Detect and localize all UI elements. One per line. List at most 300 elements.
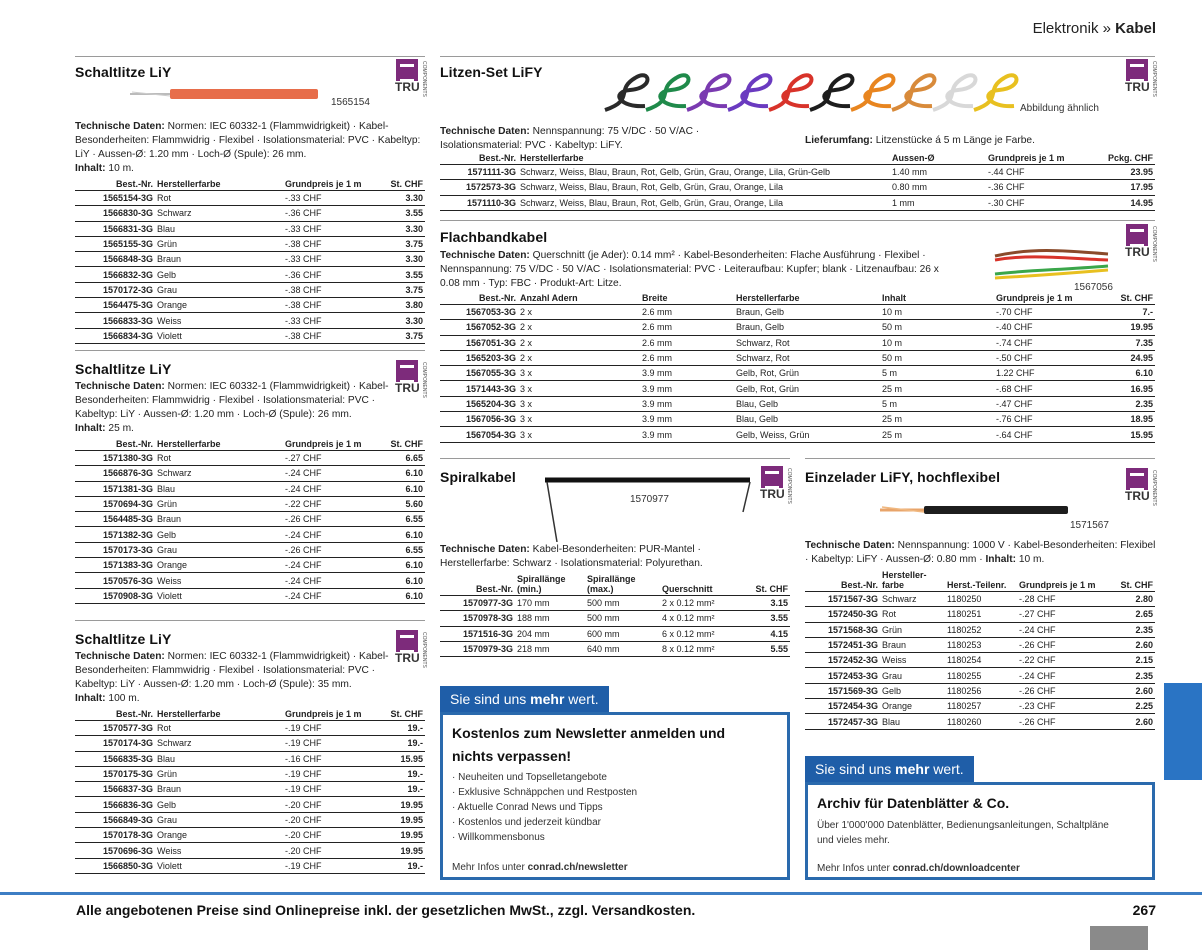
table-cell: Schwarz, Weiss, Blau, Braun, Rot, Gelb, Grün, Grau, Orange, Lila, Grün-Gelb bbox=[518, 165, 890, 180]
tru-logo-sub: COMPONENTS bbox=[421, 61, 427, 97]
order-number[interactable]: 1566837-3G bbox=[75, 782, 155, 797]
order-number[interactable]: 1572453-3G bbox=[805, 668, 880, 683]
order-number[interactable]: 1570173-3G bbox=[75, 542, 155, 557]
order-number[interactable]: 1572573-3G bbox=[440, 180, 518, 195]
table-cell: 3.9 mm bbox=[640, 412, 734, 427]
table-cell: -.27 CHF bbox=[1017, 607, 1107, 622]
table-cell: -.44 CHF bbox=[986, 165, 1098, 180]
order-number[interactable]: 1570979-3G bbox=[440, 641, 515, 656]
table-cell: 6.10 bbox=[383, 588, 425, 603]
table-row bbox=[75, 481, 425, 496]
table-cell: 2.35 bbox=[1107, 668, 1155, 683]
table-cell: Braun, Gelb bbox=[734, 305, 880, 320]
order-number[interactable]: 1564475-3G bbox=[75, 298, 155, 313]
list-item: · Willkommensbonus bbox=[452, 832, 545, 843]
image-number: 1565154 bbox=[331, 97, 370, 108]
tru-logo-text: TRU bbox=[395, 651, 420, 665]
table-row bbox=[75, 812, 425, 827]
table-cell: 2.6 mm bbox=[640, 335, 734, 350]
order-number[interactable]: 1570175-3G bbox=[75, 766, 155, 781]
order-number[interactable]: 1565203-3G bbox=[440, 350, 518, 365]
table-cell: 3.30 bbox=[383, 221, 425, 236]
table-cell: 19.95 bbox=[383, 812, 425, 827]
tru-logo-text: TRU bbox=[1125, 245, 1150, 259]
table-row bbox=[75, 282, 425, 297]
wire-loop bbox=[605, 75, 648, 110]
order-number[interactable]: 1566848-3G bbox=[75, 252, 155, 267]
table-cell: 500 mm bbox=[585, 596, 660, 611]
order-number[interactable]: 1572450-3G bbox=[805, 607, 880, 622]
downloadcenter-link[interactable]: conrad.ch/downloadcenter bbox=[892, 863, 1020, 874]
table-row bbox=[805, 683, 1155, 698]
table-cell: -.27 CHF bbox=[283, 451, 383, 466]
table-cell: -.19 CHF bbox=[283, 721, 383, 736]
table-cell: 2.15 bbox=[1107, 653, 1155, 668]
table-cell: 19.95 bbox=[1108, 320, 1155, 335]
tru-components-logo bbox=[758, 466, 792, 502]
order-number[interactable]: 1567054-3G bbox=[440, 427, 518, 442]
breadcrumb-current: Kabel bbox=[1115, 20, 1156, 37]
table-cell: 3 x bbox=[518, 412, 640, 427]
table-row bbox=[75, 558, 425, 573]
table-cell: 4 x 0.12 mm² bbox=[660, 611, 745, 626]
table-cell: 188 mm bbox=[515, 611, 585, 626]
table-cell: -.74 CHF bbox=[994, 335, 1108, 350]
table-cell: 3.15 bbox=[745, 596, 790, 611]
table-cell: Braun, Gelb bbox=[734, 320, 880, 335]
tru-logo-text: TRU bbox=[395, 381, 420, 395]
table-cell: 19.- bbox=[383, 782, 425, 797]
section-title: Einzelader LiFY, hochflexibel bbox=[805, 469, 1001, 485]
wire-loops-image bbox=[595, 60, 1035, 116]
table-row bbox=[75, 267, 425, 282]
table-cell: 170 mm bbox=[515, 596, 585, 611]
order-number[interactable]: 1567056-3G bbox=[440, 412, 518, 427]
table-cell: 3.9 mm bbox=[640, 381, 734, 396]
table-cell: 3 x bbox=[518, 381, 640, 396]
order-number[interactable]: 1567053-3G bbox=[440, 305, 518, 320]
table-cell: Schwarz, Weiss, Blau, Braun, Rot, Gelb, Grün, Grau, Orange, Lila bbox=[518, 180, 890, 195]
table-cell: 25 m bbox=[880, 427, 994, 442]
table-cell: -.76 CHF bbox=[994, 412, 1108, 427]
order-number[interactable]: 1571381-3G bbox=[75, 481, 155, 496]
table-row bbox=[75, 843, 425, 858]
table-cell: 8 x 0.12 mm² bbox=[660, 641, 745, 656]
section-title: Litzen-Set LiFY bbox=[440, 64, 543, 80]
order-number[interactable]: 1567055-3G bbox=[440, 366, 518, 381]
table-cell: Grün bbox=[880, 622, 945, 637]
tru-logo-sub: COMPONENTS bbox=[1151, 61, 1157, 97]
table-cell: 1180250 bbox=[945, 592, 1017, 607]
section-schaltlitze-100m bbox=[75, 620, 425, 874]
table-cell: Grau bbox=[155, 542, 283, 557]
table-row bbox=[805, 653, 1155, 668]
order-number[interactable]: 1566831-3G bbox=[75, 221, 155, 236]
table-cell: 6.10 bbox=[383, 527, 425, 542]
table-cell: 7.- bbox=[1108, 305, 1155, 320]
list-item: · Exklusive Schnäppchen und Restposten bbox=[452, 787, 638, 798]
order-number[interactable]: 1566836-3G bbox=[75, 797, 155, 812]
table-cell: Gelb, Rot, Grün bbox=[734, 366, 880, 381]
order-number[interactable]: 1564485-3G bbox=[75, 512, 155, 527]
table-cell: 2 x 0.12 mm² bbox=[660, 596, 745, 611]
order-number[interactable]: 1571569-3G bbox=[805, 683, 880, 698]
newsletter-promo-box[interactable] bbox=[440, 712, 790, 880]
image-number: 1567056 bbox=[1074, 282, 1113, 293]
table-cell: 1180256 bbox=[945, 683, 1017, 698]
table-cell: -.64 CHF bbox=[994, 427, 1108, 442]
table-row bbox=[75, 573, 425, 588]
table-row bbox=[440, 412, 1155, 427]
table-cell: 6.10 bbox=[383, 558, 425, 573]
table-row bbox=[805, 592, 1155, 607]
table-cell: 2 x bbox=[518, 305, 640, 320]
table-cell: 50 m bbox=[880, 320, 994, 335]
table-cell: 2.80 bbox=[1107, 592, 1155, 607]
section-title: Flachbandkabel bbox=[440, 229, 548, 245]
table-cell: 1180252 bbox=[945, 622, 1017, 637]
table-cell: 3.30 bbox=[383, 191, 425, 206]
table-cell: -.24 CHF bbox=[283, 527, 383, 542]
order-number[interactable]: 1566876-3G bbox=[75, 466, 155, 481]
order-number[interactable]: 1566850-3G bbox=[75, 858, 155, 873]
table-row bbox=[75, 542, 425, 557]
tech-data: Technische Daten: Kabel-Besonderheiten: PUR-Mantel · Herstellerfarbe: Schwarz · Isolationsmaterial: Polyurethan. bbox=[440, 544, 703, 569]
table-row bbox=[75, 328, 425, 343]
list-item: · Kostenlos und jederzeit kündbar bbox=[452, 817, 601, 828]
table-row bbox=[805, 637, 1155, 652]
promo-tab-newsletter: Sie sind uns mehr wert. bbox=[440, 686, 609, 712]
tru-logo-text: TRU bbox=[395, 80, 420, 94]
table-cell: 3.75 bbox=[383, 282, 425, 297]
tru-logo-sub: COMPONENTS bbox=[421, 632, 427, 668]
table-cell: Blau bbox=[155, 751, 283, 766]
order-number[interactable]: 1570694-3G bbox=[75, 496, 155, 511]
newsletter-benefits-list bbox=[452, 770, 637, 845]
product-table: Best.-Nr. Anzahl Adern Breite Herstellerfarbe Inhalt Grundpreis je 1 m St. CHF 1567053-3G 2 x 2.6 mm Braun, Gelb 10 m -.70 CHF 7.- 1567052-3G 2 x 2.6 mm Braun, Gelb 50 m -.40 CHF 19.95 1567051-3G 2 x 2.6 mm Schwarz, Rot 10 m -.74 CHF 7.35 1565203-3G 2 x 2.6 mm Schwarz, Rot 50 m -.50 CHF 24.95 1567055-3G 3 x 3.9 mm Gelb, Rot, Grün 5 m 1.22 CHF 6.10 1571443-3G 3 x 3.9 mm Gelb, Rot, Grün 25 m -.68 CHF 16.95 1565204-3G 3 x 3.9 mm Blau, Gelb 5 m -.47 CHF 2.35 1567056-3G 3 x 3.9 mm Blau, Gelb 25 m -.76 CHF 18.95 1567054-3G 3 x 3.9 mm Gelb, Weiss, Grün 25 m -.64 CHF 15.95 bbox=[440, 293, 1155, 443]
table-cell: 6.65 bbox=[383, 451, 425, 466]
table-cell: 3.75 bbox=[383, 236, 425, 251]
table-cell: Orange bbox=[155, 828, 283, 843]
table-cell: -.70 CHF bbox=[994, 305, 1108, 320]
table-cell: 18.95 bbox=[1108, 412, 1155, 427]
table-cell: -.19 CHF bbox=[283, 766, 383, 781]
order-number[interactable]: 1572454-3G bbox=[805, 699, 880, 714]
table-row bbox=[75, 496, 425, 511]
order-number[interactable]: 1567052-3G bbox=[440, 320, 518, 335]
table-cell: Blau bbox=[880, 714, 945, 729]
table-cell: 4.15 bbox=[745, 626, 790, 641]
table-cell: Grün bbox=[155, 766, 283, 781]
table-cell: 6 x 0.12 mm² bbox=[660, 626, 745, 641]
order-number[interactable]: 1570174-3G bbox=[75, 736, 155, 751]
table-row bbox=[440, 381, 1155, 396]
table-cell: -.47 CHF bbox=[994, 396, 1108, 411]
order-number[interactable]: 1570978-3G bbox=[440, 611, 515, 626]
table-cell: Gelb bbox=[155, 797, 283, 812]
order-number[interactable]: 1570908-3G bbox=[75, 588, 155, 603]
table-cell: Grau bbox=[155, 282, 283, 297]
table-cell: Blau bbox=[155, 481, 283, 496]
order-number[interactable]: 1567051-3G bbox=[440, 335, 518, 350]
table-cell: Weiss bbox=[155, 573, 283, 588]
tech-data: Technische Daten: Querschnitt (je Ader): 0.14 mm² · Kabel-Besonderheiten: Flache Ausführung · Flexibel · Nennspannung: 75 V/DC · 50 V/AC · Isolationsmaterial: PVC · Leiteraufbau: Kupfer; blank · Litzenaufbau: 26 x 0.08 mm · Typ: FBC · Produkt-Art: Litze. bbox=[440, 250, 939, 289]
table-cell: 17.95 bbox=[1098, 180, 1155, 195]
wire-loop bbox=[933, 75, 976, 110]
order-number[interactable]: 1571568-3G bbox=[805, 622, 880, 637]
order-number[interactable]: 1570172-3G bbox=[75, 282, 155, 297]
table-row bbox=[440, 396, 1155, 411]
table-cell: 1180254 bbox=[945, 653, 1017, 668]
order-number[interactable]: 1570577-3G bbox=[75, 721, 155, 736]
newsletter-link[interactable]: conrad.ch/newsletter bbox=[527, 862, 628, 873]
order-number[interactable]: 1566832-3G bbox=[75, 267, 155, 282]
table-cell: 2 x bbox=[518, 320, 640, 335]
table-cell: -.24 CHF bbox=[283, 573, 383, 588]
table-cell: 19.- bbox=[383, 858, 425, 873]
table-row bbox=[440, 335, 1155, 350]
downloadcenter-promo-box[interactable] bbox=[805, 782, 1155, 880]
table-cell: 1180257 bbox=[945, 699, 1017, 714]
tru-components-logo bbox=[393, 360, 427, 396]
breadcrumb-category[interactable]: Elektronik bbox=[1032, 20, 1099, 37]
table-cell: Orange bbox=[880, 699, 945, 714]
table-cell: 3.55 bbox=[383, 267, 425, 282]
table-row bbox=[805, 714, 1155, 729]
table-cell: 19.- bbox=[383, 766, 425, 781]
table-cell: 19.95 bbox=[383, 797, 425, 812]
image-number: 1571567 bbox=[1070, 520, 1109, 531]
order-number[interactable]: 1565204-3G bbox=[440, 396, 518, 411]
order-number[interactable]: 1566849-3G bbox=[75, 812, 155, 827]
section-title: Schaltlitze LiY bbox=[75, 361, 172, 377]
table-cell: 6.10 bbox=[383, 573, 425, 588]
tech-data: Technische Daten: Normen: IEC 60332-1 (Flammwidrigkeit) · Kabel-Besonderheiten: Flammwidrig · Flexibel · Isolationsmaterial: PVC · Kabeltyp: LiY · Aussen-Ø: 1.20 mm · Loch-Ø (Spule): 26 mm. Inhalt: 25 m. bbox=[75, 381, 389, 434]
table-row bbox=[75, 828, 425, 843]
table-cell: Gelb bbox=[880, 683, 945, 698]
table-cell: -.38 CHF bbox=[283, 282, 383, 297]
table-cell: 3.80 bbox=[383, 298, 425, 313]
table-cell: Gelb bbox=[155, 267, 283, 282]
table-cell: Weiss bbox=[155, 843, 283, 858]
breadcrumb-separator: » bbox=[1102, 20, 1111, 37]
table-row bbox=[75, 298, 425, 313]
order-number[interactable]: 1566833-3G bbox=[75, 313, 155, 328]
table-cell: -.36 CHF bbox=[986, 180, 1098, 195]
table-cell: 2 x bbox=[518, 350, 640, 365]
section-flachbandkabel bbox=[440, 220, 1155, 443]
tru-components-logo bbox=[393, 59, 427, 95]
table-cell: 2.35 bbox=[1107, 622, 1155, 637]
table-cell: Braun bbox=[155, 512, 283, 527]
order-number[interactable]: 1570576-3G bbox=[75, 573, 155, 588]
table-row bbox=[75, 766, 425, 781]
table-cell: -.23 CHF bbox=[1017, 699, 1107, 714]
order-number[interactable]: 1571516-3G bbox=[440, 626, 515, 641]
table-cell: -.33 CHF bbox=[283, 252, 383, 267]
table-row bbox=[805, 622, 1155, 637]
table-cell: -.33 CHF bbox=[283, 221, 383, 236]
spiral-cable-image bbox=[545, 472, 755, 542]
table-cell: Rot bbox=[155, 451, 283, 466]
table-cell: 25 m bbox=[880, 381, 994, 396]
table-cell: 3.55 bbox=[745, 611, 790, 626]
tru-logo-text: TRU bbox=[760, 487, 785, 501]
table-cell: 2.65 bbox=[1107, 607, 1155, 622]
table-cell: 50 m bbox=[880, 350, 994, 365]
table-cell: -.20 CHF bbox=[283, 797, 383, 812]
table-row bbox=[75, 313, 425, 328]
corner-marker bbox=[1090, 926, 1148, 950]
table-cell: 2 x bbox=[518, 335, 640, 350]
section-spiralkabel bbox=[440, 458, 790, 657]
table-cell: 3.9 mm bbox=[640, 396, 734, 411]
table-cell: -.28 CHF bbox=[1017, 592, 1107, 607]
table-cell: -.19 CHF bbox=[283, 782, 383, 797]
table-cell: 1 mm bbox=[890, 195, 986, 210]
product-table: Best.-Nr. Herstellerfarbe Grundpreis je 1 m St. CHF 1571380-3G Rot -.27 CHF 6.65 1566876-3G Schwarz -.24 CHF 6.10 1571381-3G Blau -.24 CHF 6.10 1570694-3G Grün -.22 CHF 5.60 1564485-3G Braun -.26 CHF 6.55 1571382-3G Gelb -.24 CHF 6.10 1570173-3G Grau -.26 CHF 6.55 1571383-3G Orange -.24 CHF 6.10 1570576-3G Weiss -.24 CHF 6.10 1570908-3G Violett -.24 CHF 6.10 bbox=[75, 439, 425, 604]
table-cell: -.19 CHF bbox=[283, 736, 383, 751]
order-number[interactable]: 1572457-3G bbox=[805, 714, 880, 729]
table-row bbox=[440, 305, 1155, 320]
product-table: Best.-Nr. Herstellerfarbe Grundpreis je 1 m St. CHF 1570577-3G Rot -.19 CHF 19.- 1570174-3G Schwarz -.19 CHF 19.- 1566835-3G Blau -.16 CHF 15.95 1570175-3G Grün -.19 CHF 19.- 1566837-3G Braun -.19 CHF 19.- 1566836-3G Gelb -.20 CHF 19.95 1566849-3G Grau -.20 CHF 19.95 1570178-3G Orange -.20 CHF 19.95 1570696-3G Weiss -.20 CHF 19.95 1566850-3G Violett -.19 CHF 19.- bbox=[75, 709, 425, 874]
table-cell: 1180253 bbox=[945, 637, 1017, 652]
table-cell: 3.55 bbox=[383, 206, 425, 221]
table-row bbox=[75, 206, 425, 221]
table-cell: Grün bbox=[155, 496, 283, 511]
table-row bbox=[75, 527, 425, 542]
product-table: Best.-Nr. Herstellerfarbe Grundpreis je 1 m St. CHF 1565154-3G Rot -.33 CHF 3.30 1566830-3G Schwarz -.36 CHF 3.55 1566831-3G Blau -.33 CHF 3.30 1565155-3G Grün -.38 CHF 3.75 1566848-3G Braun -.33 CHF 3.30 1566832-3G Gelb -.36 CHF 3.55 1570172-3G Grau -.38 CHF 3.75 1564475-3G Orange -.38 CHF 3.80 1566833-3G Weiss -.33 CHF 3.30 1566834-3G Violett -.38 CHF 3.75 bbox=[75, 179, 425, 344]
table-cell: -.26 CHF bbox=[1017, 714, 1107, 729]
table-cell: 6.10 bbox=[383, 466, 425, 481]
image-number: 1570977 bbox=[630, 494, 669, 505]
table-cell: 2.6 mm bbox=[640, 305, 734, 320]
newsletter-more-info: Mehr Infos unter conrad.ch/newsletter bbox=[452, 862, 628, 873]
table-cell: 3.30 bbox=[383, 252, 425, 267]
table-row bbox=[805, 699, 1155, 714]
table-cell: -.20 CHF bbox=[283, 812, 383, 827]
order-number[interactable]: 1571110-3G bbox=[440, 195, 518, 210]
table-row bbox=[75, 782, 425, 797]
table-cell: 3.9 mm bbox=[640, 366, 734, 381]
table-cell: Schwarz, Rot bbox=[734, 335, 880, 350]
order-number[interactable]: 1566834-3G bbox=[75, 328, 155, 343]
table-cell: -.26 CHF bbox=[283, 512, 383, 527]
order-number[interactable]: 1570696-3G bbox=[75, 843, 155, 858]
tech-data: Technische Daten: Nennspannung: 1000 V · Kabel-Besonderheiten: Flexibel · Kabeltyp: LiFY · Aussen-Ø: 0.80 mm · Inhalt: 10 m. bbox=[805, 540, 1156, 565]
tru-components-logo bbox=[1123, 59, 1157, 95]
flat-cable-image bbox=[990, 230, 1110, 290]
order-number[interactable]: 1571380-3G bbox=[75, 451, 155, 466]
table-cell: Rot bbox=[155, 191, 283, 206]
table-cell: 1.22 CHF bbox=[994, 366, 1108, 381]
table-cell: -.22 CHF bbox=[1017, 653, 1107, 668]
order-number[interactable]: 1571382-3G bbox=[75, 527, 155, 542]
table-cell: 14.95 bbox=[1098, 195, 1155, 210]
table-cell: Schwarz, Rot bbox=[734, 350, 880, 365]
table-row bbox=[440, 366, 1155, 381]
table-row bbox=[75, 191, 425, 206]
table-cell: Schwarz bbox=[155, 466, 283, 481]
footer-disclaimer: Alle angebotenen Preise sind Onlinepreise inkl. der gesetzlichen MwSt., zzgl. Versandkosten. bbox=[76, 902, 696, 918]
tech-data: Technische Daten: Normen: IEC 60332-1 (Flammwidrigkeit) · Kabel-Besonderheiten: Flammwidrig · Flexibel · Isolationsmaterial: PVC · Kabeltyp: LiY · Aussen-Ø: 1.20 mm · Loch-Ø (Spule): 35 mm. Inhalt: 100 m. bbox=[75, 651, 389, 704]
table-cell: -.24 CHF bbox=[283, 481, 383, 496]
product-table: Best.-Nr. Hersteller-farbe Herst.-Teilenr. Grundpreis je 1 m St. CHF 1571567-3G Schwarz 1180250 -.28 CHF 2.80 1572450-3G Rot 1180251 -.27 CHF 2.65 1571568-3G Grün 1180252 -.24 CHF 2.35 1572451-3G Braun 1180253 -.26 CHF 2.60 1572452-3G Weiss 1180254 -.22 CHF 2.15 1572453-3G Grau 1180255 -.24 CHF 2.35 1571569-3G Gelb 1180256 -.26 CHF 2.60 1572454-3G Orange 1180257 -.23 CHF 2.25 1572457-3G Blau 1180260 -.26 CHF 2.60 bbox=[805, 570, 1155, 730]
table-cell: 5.60 bbox=[383, 496, 425, 511]
table-cell: Schwarz, Weiss, Blau, Braun, Rot, Gelb, Grün, Grau, Orange, Lila bbox=[518, 195, 890, 210]
tru-components-logo bbox=[1123, 224, 1157, 260]
product-table: Best.-Nr. Spirallänge (min.) Spirallänge (max.) Querschnitt St. CHF 1570977-3G 170 mm 500 mm 2 x 0.12 mm² 3.15 1570978-3G 188 mm 500 mm 4 x 0.12 mm² 3.55 1571516-3G 204 mm 600 mm 6 x 0.12 mm² 4.15 1570979-3G 218 mm 640 mm 8 x 0.12 mm² 5.55 bbox=[440, 574, 790, 657]
table-cell: 3.9 mm bbox=[640, 427, 734, 442]
table-cell: -.50 CHF bbox=[994, 350, 1108, 365]
table-cell: 1180255 bbox=[945, 668, 1017, 683]
tru-logo-text: TRU bbox=[1125, 489, 1150, 503]
table-cell: 19.95 bbox=[383, 828, 425, 843]
order-number[interactable]: 1571443-3G bbox=[440, 381, 518, 396]
table-cell: -.24 CHF bbox=[283, 588, 383, 603]
order-number[interactable]: 1566835-3G bbox=[75, 751, 155, 766]
table-cell: 1180260 bbox=[945, 714, 1017, 729]
table-cell: Rot bbox=[155, 721, 283, 736]
order-number[interactable]: 1571111-3G bbox=[440, 165, 518, 180]
tru-logo-text: TRU bbox=[1125, 80, 1150, 94]
table-row bbox=[75, 858, 425, 873]
newsletter-heading-2: nichts verpassen! bbox=[452, 748, 572, 764]
table-cell: Grau bbox=[155, 812, 283, 827]
table-row bbox=[75, 751, 425, 766]
order-number[interactable]: 1572452-3G bbox=[805, 653, 880, 668]
tech-data: Technische Daten: Normen: IEC 60332-1 (Flammwidrigkeit) · Kabel-Besonderheiten: Flammwidrig · Flexibel · Isolationsmaterial: PVC · Kabeltyp: LiY · Aussen-Ø: 1.20 mm · Loch-Ø (Spule): 26 mm. Inhalt: 10 m. bbox=[75, 121, 421, 174]
table-row bbox=[75, 466, 425, 481]
table-cell: Schwarz bbox=[880, 592, 945, 607]
table-row bbox=[75, 252, 425, 267]
table-cell: 23.95 bbox=[1098, 165, 1155, 180]
table-row bbox=[805, 607, 1155, 622]
table-cell: 24.95 bbox=[1108, 350, 1155, 365]
table-cell: 6.55 bbox=[383, 512, 425, 527]
table-cell: 15.95 bbox=[1108, 427, 1155, 442]
order-number[interactable]: 1571567-3G bbox=[805, 592, 880, 607]
table-cell: Violett bbox=[155, 588, 283, 603]
table-cell: Blau, Gelb bbox=[734, 412, 880, 427]
table-cell: 19.95 bbox=[383, 843, 425, 858]
table-cell: -.20 CHF bbox=[283, 843, 383, 858]
table-row bbox=[805, 668, 1155, 683]
wire-loop bbox=[769, 75, 812, 110]
table-cell: Orange bbox=[155, 558, 283, 573]
order-number[interactable]: 1572451-3G bbox=[805, 637, 880, 652]
order-number[interactable]: 1566830-3G bbox=[75, 206, 155, 221]
order-number[interactable]: 1571383-3G bbox=[75, 558, 155, 573]
table-row bbox=[75, 221, 425, 236]
table-cell: Braun bbox=[155, 252, 283, 267]
order-number[interactable]: 1565154-3G bbox=[75, 191, 155, 206]
table-cell: Weiss bbox=[880, 653, 945, 668]
list-item: · Neuheiten und Topselletangebote bbox=[452, 772, 607, 783]
table-row bbox=[440, 596, 790, 611]
table-cell: -.24 CHF bbox=[283, 558, 383, 573]
breadcrumb bbox=[1033, 20, 1156, 37]
table-cell: 7.35 bbox=[1108, 335, 1155, 350]
table-cell: Orange bbox=[155, 298, 283, 313]
order-number[interactable]: 1570977-3G bbox=[440, 596, 515, 611]
table-cell: 3 x bbox=[518, 366, 640, 381]
order-number[interactable]: 1565155-3G bbox=[75, 236, 155, 251]
table-cell: 2.6 mm bbox=[640, 320, 734, 335]
table-cell: -.33 CHF bbox=[283, 191, 383, 206]
table-cell: -.26 CHF bbox=[1017, 637, 1107, 652]
order-number[interactable]: 1570178-3G bbox=[75, 828, 155, 843]
